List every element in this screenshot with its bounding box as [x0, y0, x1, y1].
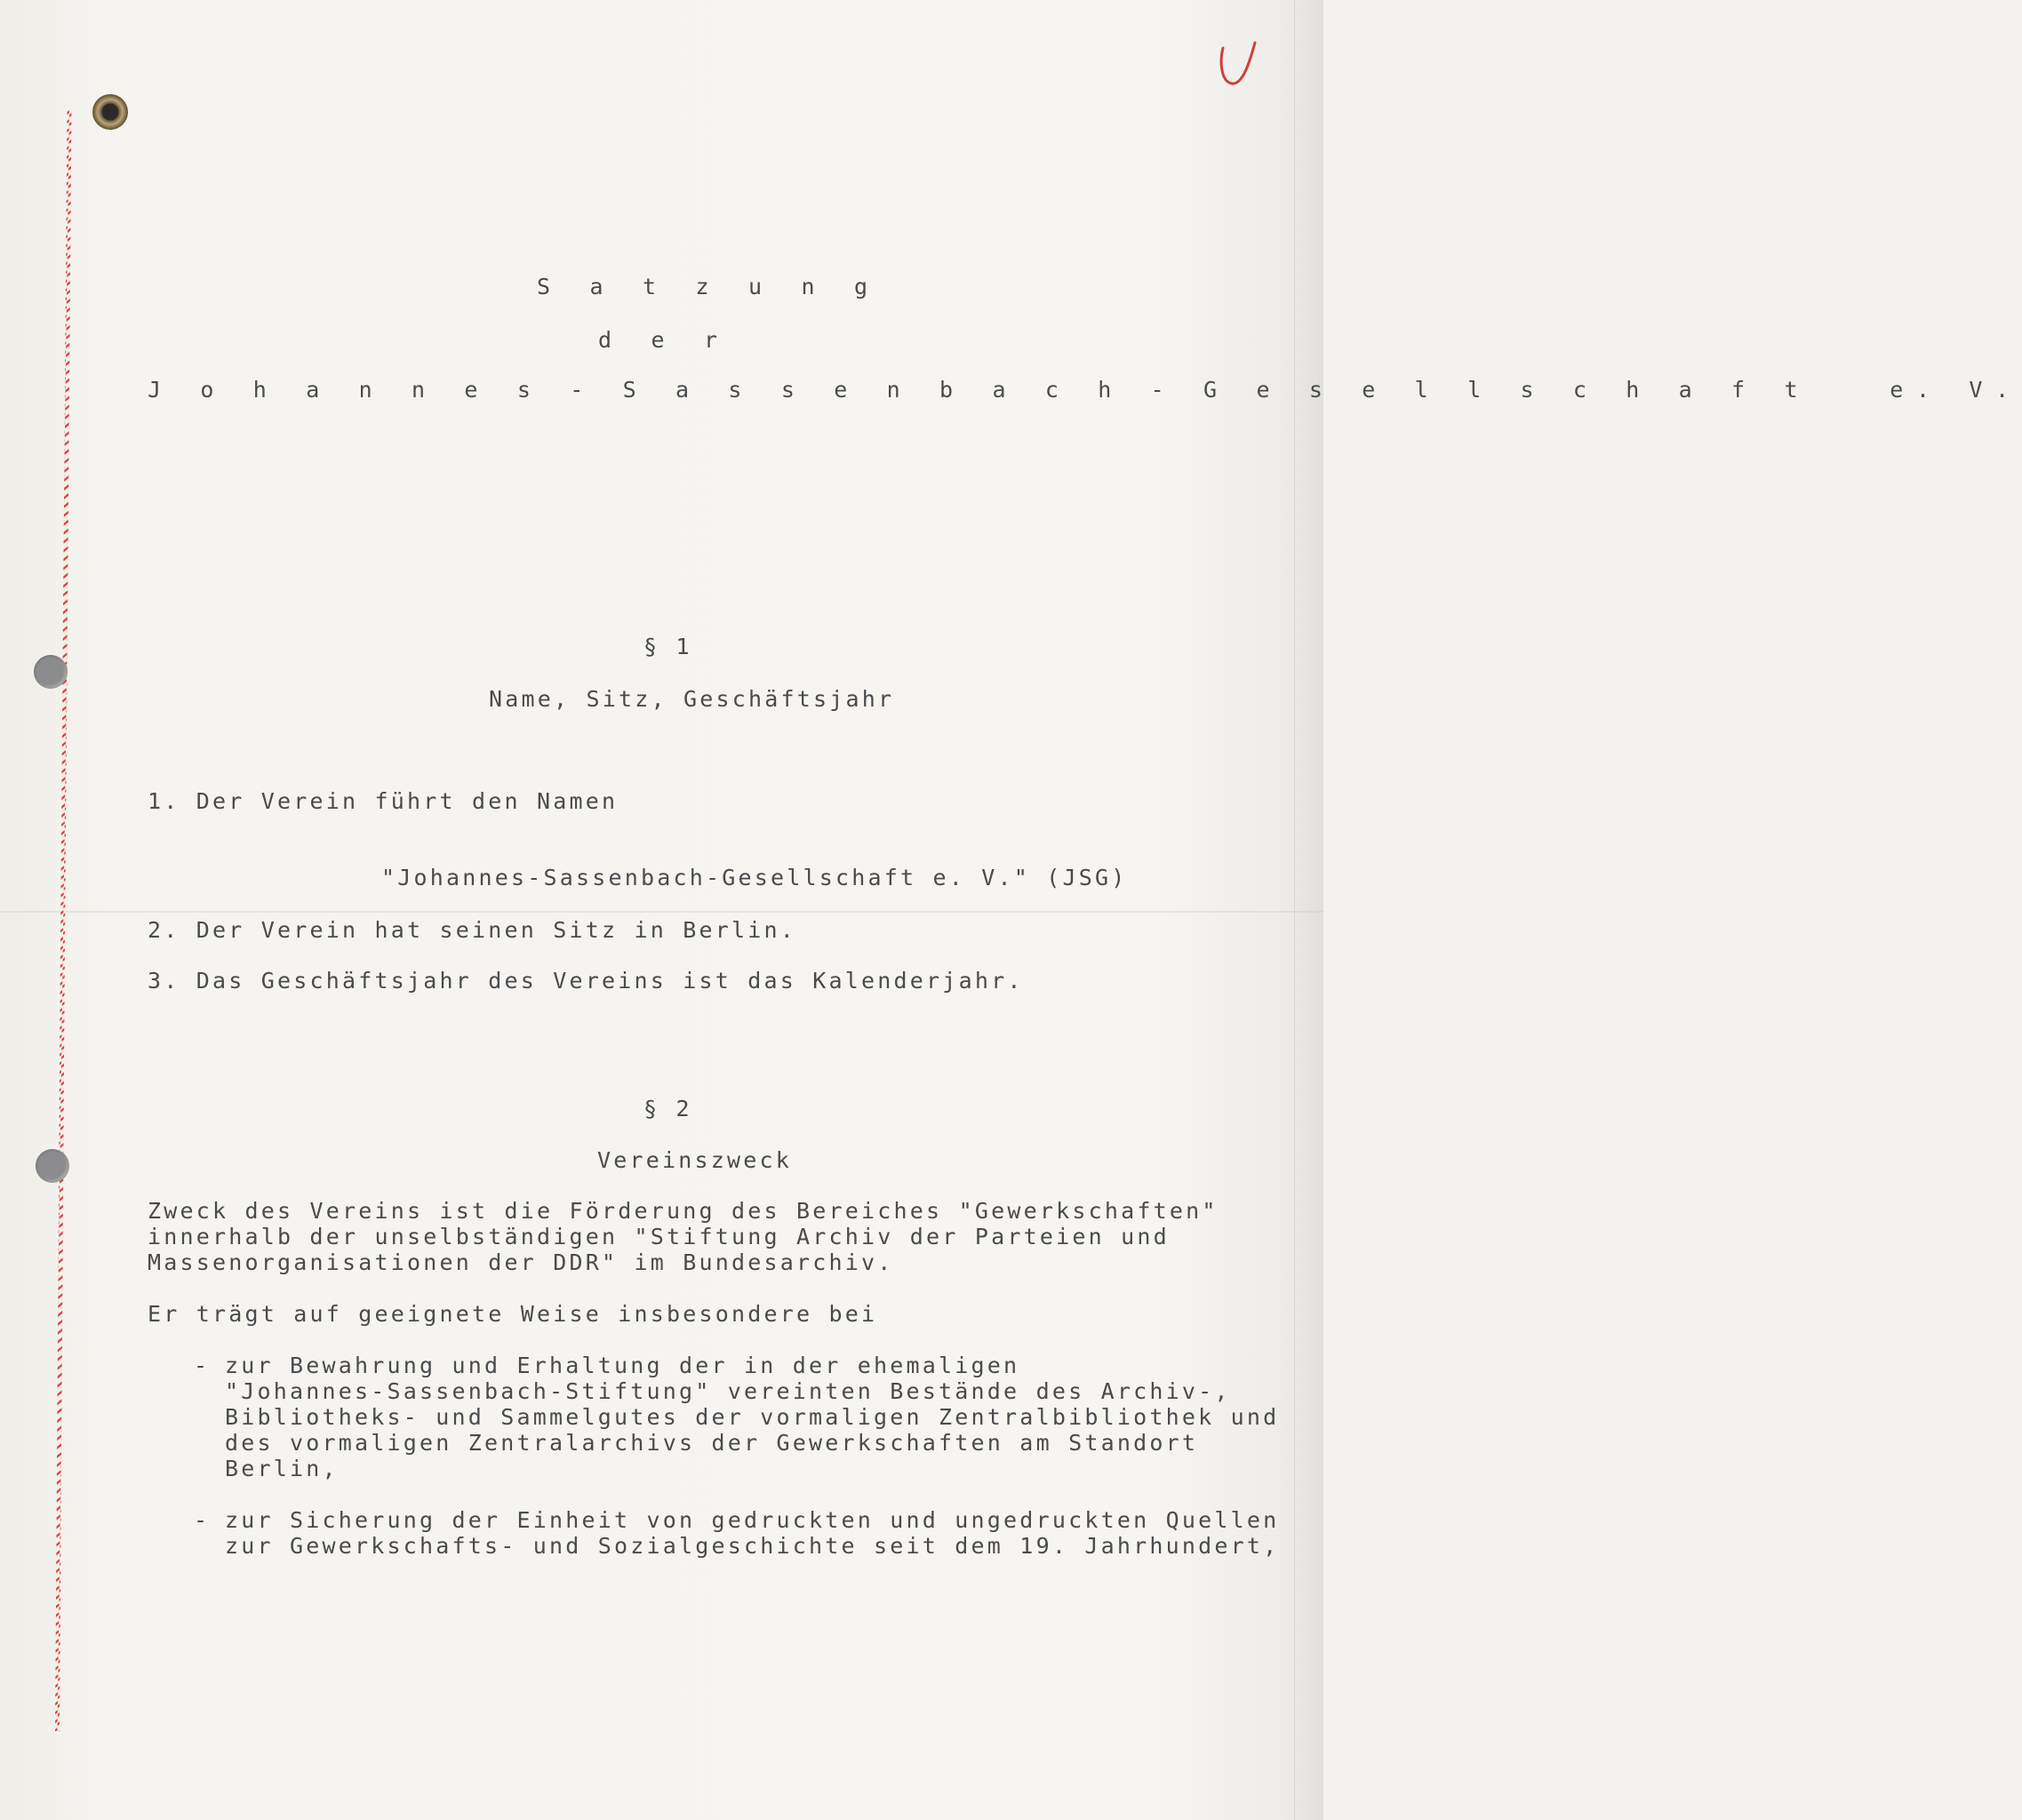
bullet-line: zur Gewerkschafts- und Sozialgeschichte seit dem 19. Jahrhundert, [225, 1533, 1280, 1559]
paragraph-line: innerhalb der unselbständigen "Stiftung Archiv der Parteien und [148, 1224, 1170, 1249]
bullet-dash: - [194, 1353, 211, 1378]
bullet-line: Bibliotheks- und Sammelgutes der vormaligen Zentralbibliothek und [225, 1404, 1280, 1430]
bullet-line: zur Bewahrung und Erhaltung der in der ehemaligen [225, 1353, 1020, 1378]
eyelet-hole [92, 94, 128, 130]
document-title-connector: d e r [598, 327, 731, 353]
list-item: 2. Der Verein hat seinen Sitz in Berlin. [148, 917, 797, 943]
punch-hole [34, 655, 68, 689]
page-edge [1294, 0, 1323, 1820]
section-heading: Vereinszweck [597, 1147, 793, 1173]
bullet-line: zur Sicherung der Einheit von gedruckten und ungedruckten Quellen [225, 1507, 1280, 1533]
punch-hole [36, 1149, 69, 1183]
bullet-line: Berlin, [225, 1456, 339, 1481]
list-item: 1. Der Verein führt den Namen [148, 788, 619, 814]
handwritten-mark [1211, 36, 1264, 98]
document-title: S a t z u n g [537, 274, 881, 299]
section-heading: Name, Sitz, Geschäftsjahr [489, 686, 895, 712]
bullet-line: "Johannes-Sassenbach-Stiftung" vereinten Bestände des Archiv-, [225, 1378, 1231, 1404]
paragraph-line: Er trägt auf geeignete Weise insbesondere bei [148, 1301, 878, 1327]
section-number: § 2 [643, 1096, 692, 1122]
list-item: 3. Das Geschäftsjahr des Vereins ist das Kalenderjahr. [148, 968, 1024, 994]
paragraph-line: Massenorganisationen der DDR" im Bundesarchiv. [148, 1249, 894, 1275]
bullet-dash: - [194, 1507, 211, 1533]
association-name: "Johannes-Sassenbach-Gesellschaft e. V." (JSG) [381, 865, 1128, 890]
paper-fold [0, 911, 1323, 913]
section-number: § 1 [643, 634, 692, 659]
organization-name: J o h a n n e s - S a s s e n b a c h - G e s e l l s c h a f t e. V. [148, 377, 2022, 403]
paragraph-line: Zweck des Vereins ist die Förderung des Bereiches "Gewerkschaften" [148, 1198, 1219, 1224]
bullet-line: des vormaligen Zentralarchivs der Gewerkschaften am Standort [225, 1430, 1199, 1456]
